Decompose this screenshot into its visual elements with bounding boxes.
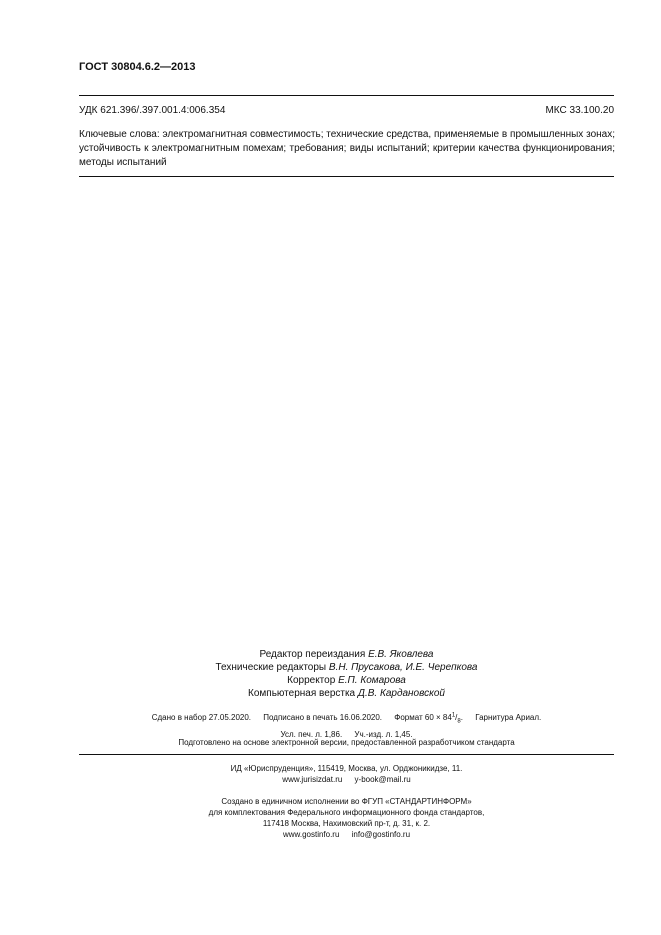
paper-format: Формат $60 \times 84^1/_8$.	[394, 712, 463, 725]
publisher-address: ИД «Юриспруденция», 115419, Москва, ул. Орджоникидзе, 11.	[230, 764, 463, 773]
typeface: Гарнитура Ариал.	[475, 712, 542, 722]
corrector-line	[79, 674, 614, 687]
publisher-contacts	[79, 774, 614, 785]
udk-code: УДК 621.396/.397.001.4:006.354	[79, 105, 226, 116]
keywords-divider	[79, 176, 614, 177]
tech-editors-line	[79, 661, 614, 674]
tech-editors-label: Технические редакторы	[215, 662, 327, 673]
submitted-date: Сдано в набор 27.05.2020.	[151, 712, 252, 722]
layout-name: Д.В. Кардановской	[357, 688, 445, 699]
editor-line	[79, 648, 614, 661]
publisher-site[interactable]: www.jurisizdat.ru	[282, 775, 343, 784]
keywords-paragraph: Ключевые слова: электромагнитная совместимость; технические средства, применяемые в промышленных зонах; устойчивость к электромагнитным помехам; требования; виды испытаний; критерии качества функционирования; методы испытаний	[79, 129, 615, 168]
layout-label: Компьютерная верстка	[248, 688, 356, 699]
creator-block	[79, 796, 614, 840]
format-end: .	[460, 712, 463, 722]
creator-line-3: 117418 Москва, Нахимовский пр-т, д. 31, к. 2.	[262, 819, 431, 828]
publisher-email[interactable]: y-book@mail.ru	[354, 775, 411, 784]
format-numerator: 1	[451, 712, 456, 718]
bottom-divider	[79, 754, 614, 755]
corrector-label: Корректор	[287, 675, 336, 686]
layout-line	[79, 687, 614, 700]
credits-block	[79, 648, 614, 700]
creator-line-1: Создано в единичном исполнении во ФГУП «СТАНДАРТИНФОРМ»	[221, 797, 472, 806]
creator-contacts	[79, 829, 614, 840]
signed-date: Подписано в печать 16.06.2020.	[263, 712, 383, 722]
mks-code: МКС 33.100.20	[545, 105, 614, 116]
format-denominator: 8	[457, 718, 461, 725]
tech-editors-names: В.Н. Прусакова, И.Е. Черепкова	[328, 662, 478, 673]
prepared-note: Подготовлено на основе электронной версии, предоставленной разработчиком стандарта	[178, 738, 515, 747]
creator-line-2: для комплектования Федерального информационного фонда стандартов,	[208, 808, 485, 817]
corrector-name: Е.П. Комарова	[338, 675, 406, 686]
format-label: Формат 60 × 84	[394, 712, 452, 722]
printed-sheets: Усл. печ. л. 1,86.	[280, 730, 343, 740]
publisher-block	[79, 763, 614, 785]
editor-label: Редактор переиздания	[259, 649, 366, 660]
publishing-sheets: Уч.-изд. л. 1,45.	[354, 730, 413, 740]
top-divider	[79, 95, 614, 96]
print-info-row-1	[79, 708, 614, 728]
document-code: ГОСТ 30804.6.2—2013	[79, 61, 196, 73]
creator-email[interactable]: info@gostinfo.ru	[351, 830, 411, 839]
editor-name: Е.В. Яковлева	[368, 649, 434, 660]
creator-site[interactable]: www.gostinfo.ru	[282, 830, 340, 839]
